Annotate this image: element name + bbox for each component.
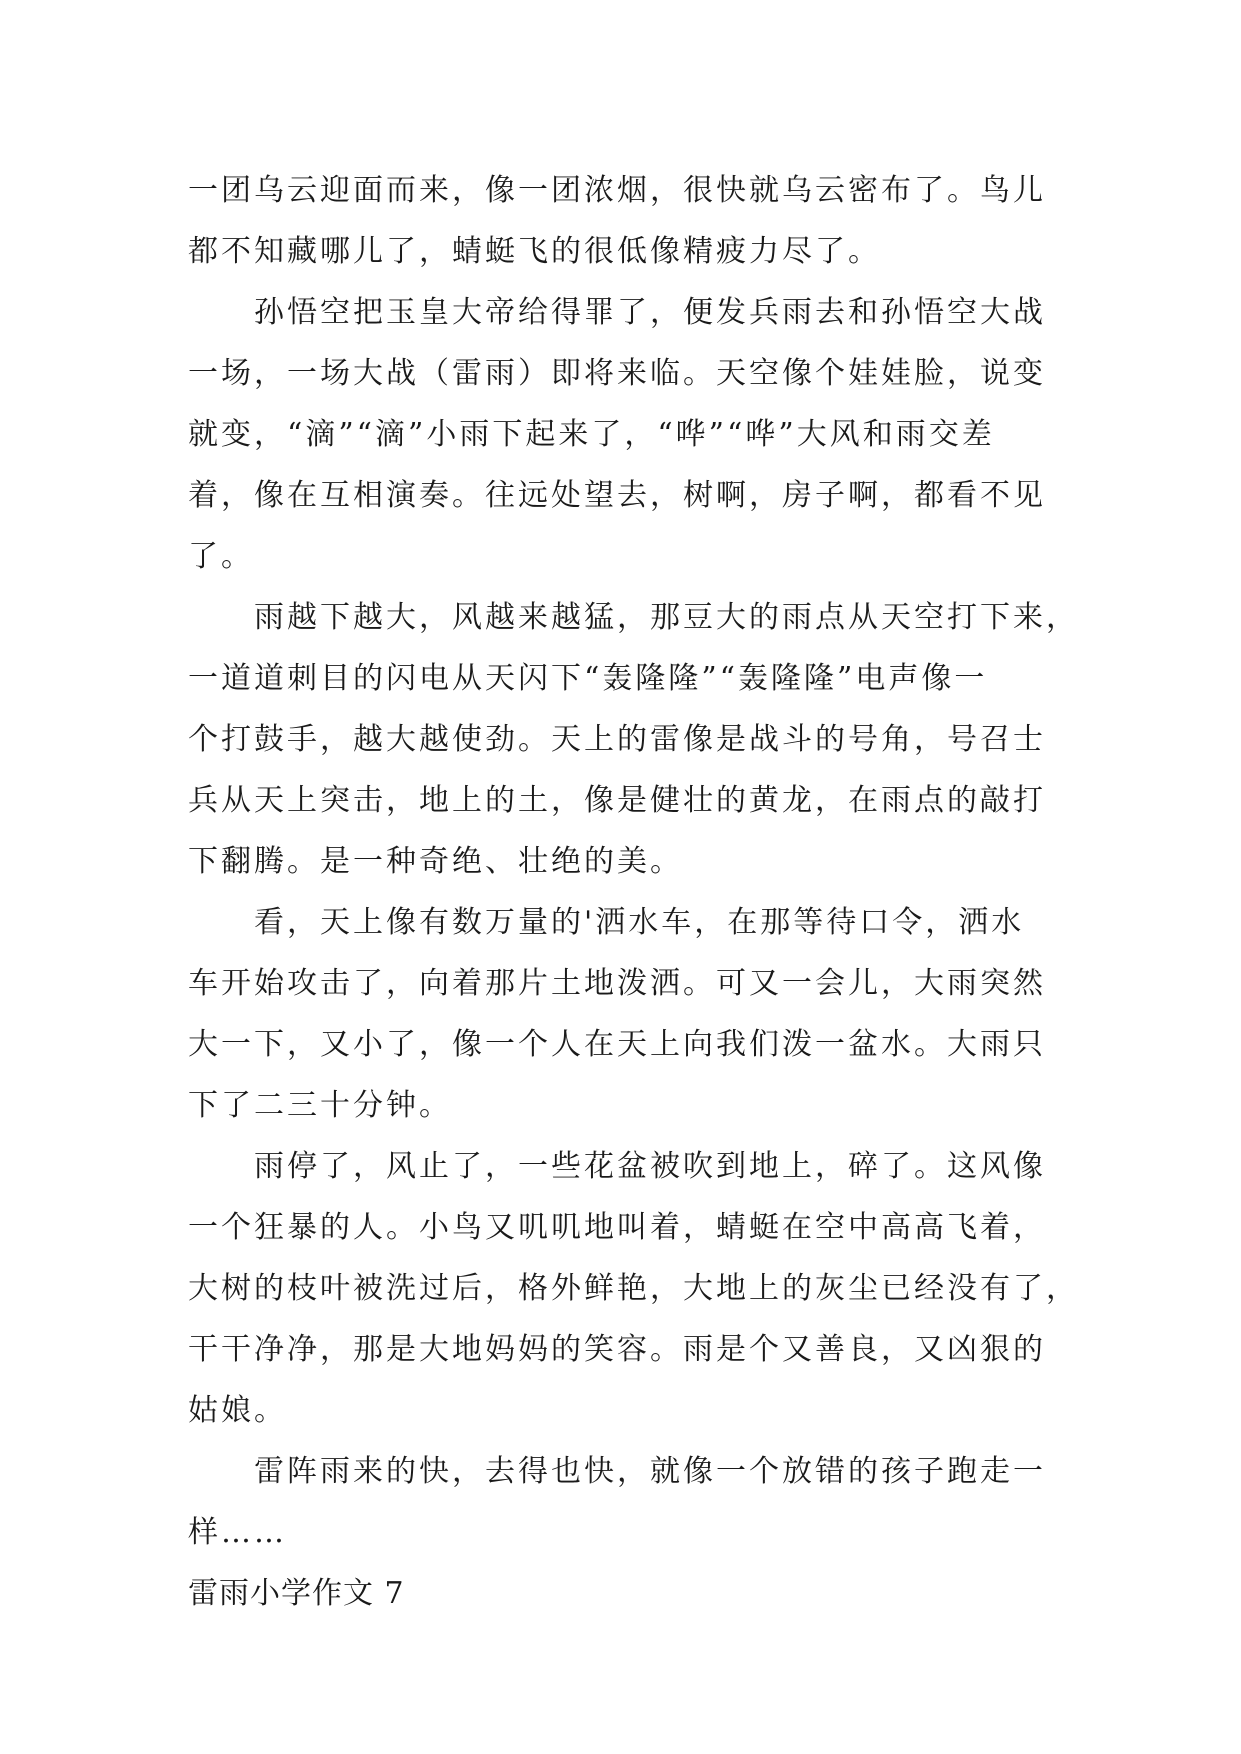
text-line: 大一下，又小了，像一个人在天上向我们泼一盆水。大雨只 bbox=[188, 1027, 1046, 1062]
text-line: 了。 bbox=[188, 539, 254, 574]
text-line: 下翻腾。是一种奇绝、壮绝的美。 bbox=[188, 844, 683, 879]
text-line: 都不知藏哪儿了，蜻蜓飞的很低像精疲力尽了。 bbox=[188, 234, 881, 269]
text-line: 姑娘。 bbox=[188, 1393, 287, 1428]
paragraph-start-line: 看，天上像有数万量的'洒水车，在那等待口令，洒水 bbox=[254, 905, 1025, 940]
paragraph-start-line: 雷阵雨来的快，去得也快，就像一个放错的孩子跑走一 bbox=[254, 1454, 1046, 1489]
text-line: 一个狂暴的人。小鸟又叽叽地叫着，蜻蜓在空中高高飞着， bbox=[188, 1210, 1046, 1245]
paragraph-start-line: 孙悟空把玉皇大帝给得罪了，便发兵雨去和孙悟空大战 bbox=[254, 295, 1046, 330]
text-line: 干干净净，那是大地妈妈的笑容。雨是个又善良，又凶狠的 bbox=[188, 1332, 1046, 1367]
text-line: 一场，一场大战（雷雨）即将来临。天空像个娃娃脸，说变 bbox=[188, 356, 1046, 391]
paragraph-start-line: 雨越下越大，风越来越猛，那豆大的雨点从天空打下来， bbox=[254, 600, 1079, 635]
text-line: 下了二三十分钟。 bbox=[188, 1088, 452, 1123]
text-line: 就变，“滴”“滴”小雨下起来了，“哗”“哗”大风和雨交差 bbox=[188, 417, 995, 452]
document-body bbox=[188, 160, 1079, 1624]
text-line: 着，像在互相演奏。往远处望去，树啊，房子啊，都看不见 bbox=[188, 478, 1046, 513]
paragraph-start-line: 雨停了，风止了，一些花盆被吹到地上，碎了。这风像 bbox=[254, 1149, 1046, 1184]
text-line: 一团乌云迎面而来，像一团浓烟，很快就乌云密布了。鸟儿 bbox=[188, 173, 1046, 208]
text-line: 个打鼓手，越大越使劲。天上的雷像是战斗的号角，号召士 bbox=[188, 722, 1046, 757]
text-line: 一道道刺目的闪电从天闪下“轰隆隆”“轰隆隆”电声像一 bbox=[188, 661, 988, 696]
text-line: 车开始攻击了，向着那片土地泼洒。可又一会儿，大雨突然 bbox=[188, 966, 1046, 1001]
section-title: 雷雨小学作文 7 bbox=[188, 1576, 405, 1611]
text-line: 样…… bbox=[188, 1515, 287, 1550]
text-line: 兵从天上突击，地上的土，像是健壮的黄龙，在雨点的敲打 bbox=[188, 783, 1046, 818]
text-line: 大树的枝叶被洗过后，格外鲜艳，大地上的灰尘已经没有了， bbox=[188, 1271, 1079, 1306]
